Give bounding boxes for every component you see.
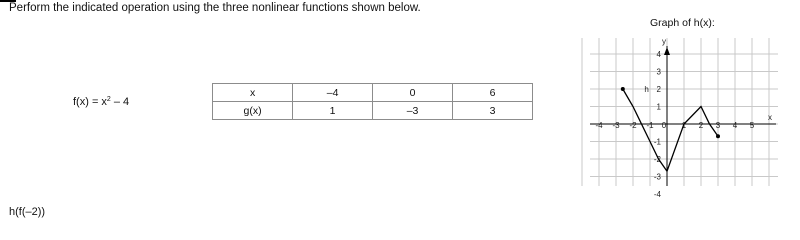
y-tick-label: 1 <box>656 102 661 112</box>
expression-to-evaluate: h(f(–2)) <box>9 206 46 218</box>
y-tick-label: -3 <box>653 172 661 182</box>
x-tick-label: -3 <box>612 121 620 130</box>
graph-title: Graph of h(x): <box>650 17 715 29</box>
y-tick-label: 4 <box>656 50 661 59</box>
x-tick-label: -2 <box>629 121 637 130</box>
x-tick-label: 0 <box>661 121 667 130</box>
f-definition <box>73 96 129 108</box>
f-definition-exponent: 2 <box>106 96 111 103</box>
y-tick-label: 2 <box>656 85 661 94</box>
y-axis-label: y <box>662 37 666 46</box>
closed-endpoint <box>621 87 625 91</box>
f-definition-prefix: f(x) = x <box>73 96 107 108</box>
y-tick-label: -2 <box>653 155 661 164</box>
x-tick-label: 1 <box>681 121 687 130</box>
x-tick-label: 4 <box>732 121 738 130</box>
table-cell: 6 <box>453 84 533 102</box>
table-cell: g(x) <box>213 102 293 120</box>
y-axis-arrowhead <box>664 47 670 55</box>
table-cell: 3 <box>453 102 533 120</box>
table-cell: 0 <box>373 84 453 102</box>
y-tick-label: 3 <box>656 67 661 77</box>
x-tick-label: 3 <box>715 121 721 130</box>
closed-endpoint <box>716 134 720 138</box>
g-table <box>212 83 533 120</box>
curve-label-h: h <box>644 85 649 94</box>
table-cell: –4 <box>293 84 373 102</box>
x-tick-label: 2 <box>698 121 704 130</box>
table-row <box>213 102 533 120</box>
x-tick-label: -4 <box>595 121 603 130</box>
instructions-text: Perform the indicated operation using the three nonlinear functions shown below. <box>9 2 421 14</box>
f-definition-suffix: – 4 <box>110 96 130 108</box>
y-tick-label: -1 <box>653 137 661 147</box>
table-cell: –3 <box>373 102 453 120</box>
table-cell: 1 <box>293 102 373 120</box>
y-tick-label: -4 <box>653 190 661 199</box>
x-axis-label: x <box>768 113 772 122</box>
table-header-row <box>213 84 533 102</box>
x-tick-label: -1 <box>646 121 654 130</box>
x-tick-label: 5 <box>749 121 755 130</box>
h-graph <box>590 30 780 199</box>
table-cell: x <box>213 84 293 102</box>
